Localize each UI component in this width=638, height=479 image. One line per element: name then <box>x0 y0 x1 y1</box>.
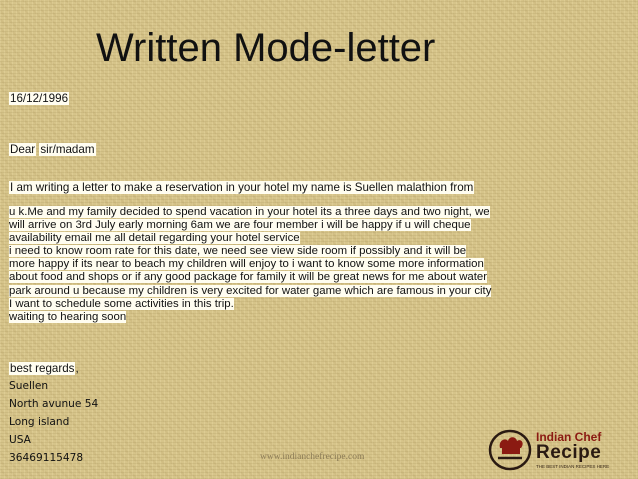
letter-greeting <box>9 143 96 156</box>
body-line: more happy if its near to beach my children will enjoy to i want to know some more information <box>9 258 484 271</box>
page-title: Written Mode-letter <box>96 26 436 70</box>
letter-date <box>9 92 69 105</box>
greeting-first: Dear <box>10 143 36 156</box>
signature-phone: 36469115478 <box>9 452 84 464</box>
closing-text: best regards <box>10 362 75 375</box>
logo-tagline: THE BEST INDIAN RECIPES HERE <box>536 464 610 469</box>
date-text: 16/12/1996 <box>10 92 69 105</box>
body-line: will arrive on 3rd July early morning 6am we are four member i will be happy if u will cheque <box>9 219 471 232</box>
chef-hat-icon <box>488 428 532 472</box>
body-line: about food and shops or if any good package for family it will be great news for me about water <box>9 271 488 284</box>
watermark: www.indianchefrecipe.com <box>260 452 365 462</box>
body-line: u k.Me and my family decided to spend vacation in your hotel its a three days and two night, we <box>9 206 490 218</box>
logo-line1: Indian Chef <box>536 430 602 444</box>
greeting-rest: sir/madam <box>40 143 95 156</box>
body-line: park around u because my children is very excited for water game which are famous in your city <box>9 284 492 297</box>
body-line: i need to know room rate for this date, we need see view side room if possibly and it will be <box>9 245 467 258</box>
signature-city: Long island <box>9 416 70 428</box>
brand-logo <box>488 428 628 472</box>
letter-closing <box>9 362 79 375</box>
logo-line2: Recipe <box>536 442 602 463</box>
signature-country: USA <box>9 434 31 446</box>
letter-body <box>9 206 633 324</box>
signature-street: North avunue 54 <box>9 398 99 410</box>
intro-text: I am writing a letter to make a reservation in your hotel my name is Suellen malathion from <box>10 181 474 194</box>
closing-punct: , <box>75 362 79 375</box>
body-line: availability email me all detail regarding your hotel service <box>9 232 300 245</box>
body-line: waiting to hearing soon <box>9 310 127 323</box>
letter-intro <box>9 181 474 194</box>
body-line: I want to schedule some activities in this trip. <box>9 297 234 310</box>
signature-name: Suellen <box>9 380 49 392</box>
